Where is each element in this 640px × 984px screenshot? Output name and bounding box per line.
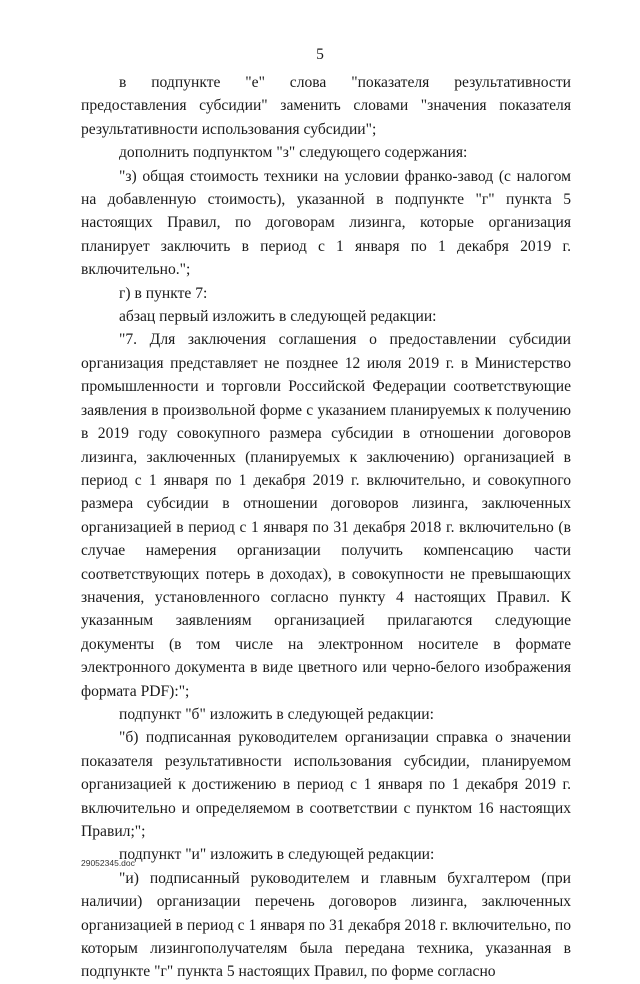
paragraph-9: подпункт "и" изложить в следующей редакции: <box>119 846 435 864</box>
paragraph-3: "з) общая стоимость техники на условии франко-завод (с налогом на добавленную стоимость), указанной в подпункте "г" пункта 5 настоящих Правил, по договорам лизинга, которые организация планирует заключить в период с 1 января по 1 декабря 2019 г. включительно."; <box>81 167 571 279</box>
paragraph-5: абзац первый изложить в следующей редакции: <box>119 308 437 326</box>
paragraph-1: в подпункте "е" слова "показателя результативности предоставления субсидии" заменить словами "значения показателя результативности использования субсидии"; <box>81 74 571 138</box>
paragraph-6: "7. Для заключения соглашения о предоставлении субсидии организация представляет не позднее 12 июля 2019 г. в Министерство промышленности и торговли Российской Федерации соответствующие заявления в произвольной форме с указанием планируемых к получению в 2019 году совокупного размера субсидии в отношении договоров лизинга, заключенных (планируемых к заключению) организацией в период с 1 января по 1 декабря 2019 г. включительно, и совокупного размера субсидии в отношении договоров лизинга, заключенных организацией в период с 1 января по 31 декабря 2018 г. включительно (в случае намерения организации получить компенсацию части соответствующих потерь в доходах), в совокупности не превышающих значения, установленного согласно пункту 4 настоящих Правил. К указанным заявлениям организацией прилагаются следующие документы (в том числе на электронном носителе в формате электронного документа в виде цветного или черно-белого изображения формата PDF):"; <box>81 331 571 700</box>
paragraph-2: дополнить подпунктом "з" следующего содержания: <box>119 144 468 162</box>
footer-doc-code: 29052345.doc <box>81 858 135 868</box>
paragraph-4: г) в пункте 7: <box>119 284 208 302</box>
paragraph-7: подпункт "б" изложить в следующей редакции: <box>119 705 434 723</box>
paragraph-8: "б) подписанная руководителем организации справка о значении показателя результативности использования субсидии, планируемом организацией к достижению в период с 1 января по 1 декабря 2019 г. включительно и определяемом в соответствии с пунктом 16 настоящих Правил;"; <box>81 729 571 840</box>
paragraph-10: "и) подписанный руководителем и главным бухгалтером (при наличии) организации перечень договоров лизинга, заключенных организацией в период с 1 января по 31 декабря 2018 г. включительно, по которым лизингополучателям была передана техника, указанная в подпункте "г" пункта 5 настоящих Правил, по форме согласно <box>81 869 571 981</box>
document-body <box>81 71 571 984</box>
page-number: 5 <box>316 46 324 63</box>
